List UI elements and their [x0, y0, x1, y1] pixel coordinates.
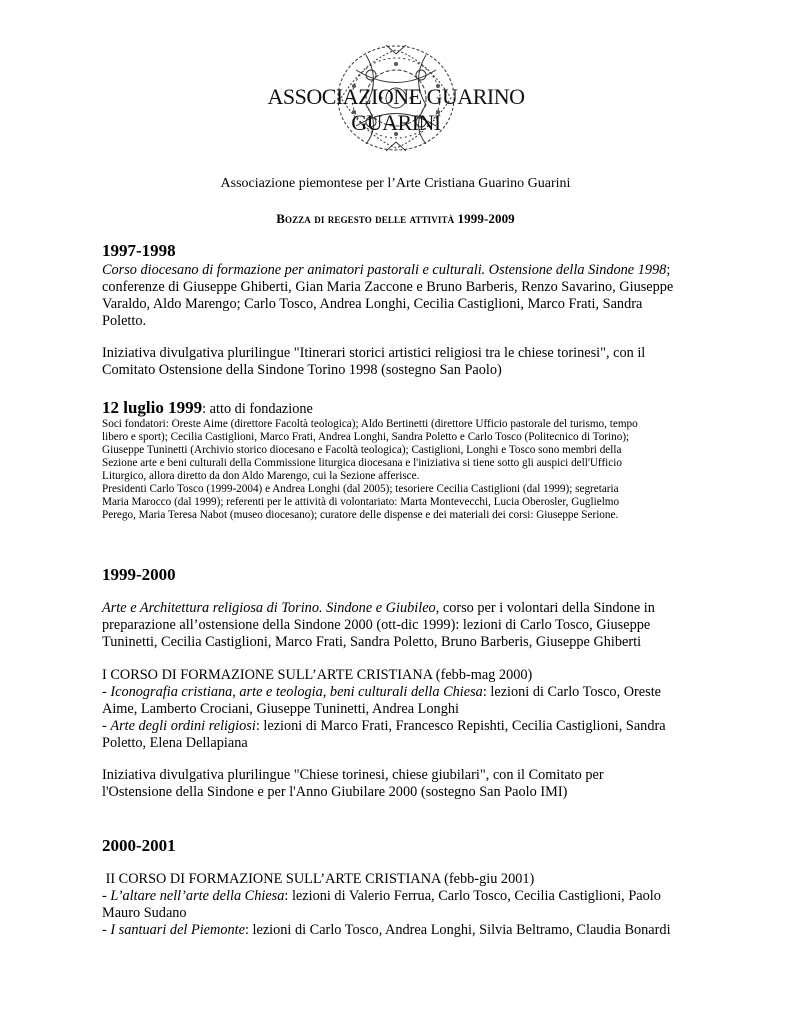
text-line: Varaldo, Aldo Marengo; Carlo Tosco, Andrea Longhi, Cecilia Castiglioni, Marco Frati, Sandra [102, 296, 643, 312]
text-line: Sezione arte e beni culturali della Commissione liturgica diocesana e l'iniziativa si tiene sotto gli auspici dell'Ufficio [102, 457, 622, 469]
text-line [102, 684, 698, 701]
paragraph [102, 345, 698, 379]
text-fragment: ; [666, 262, 671, 278]
text-line [102, 888, 698, 905]
foundation-label: : atto di fondazione [202, 401, 313, 417]
text-line: Mauro Sudano [102, 905, 187, 921]
text-line: libero e sport); Cecilia Castiglioni, Marco Frati, Andrea Longhi, Sandra Poletto e Carlo Tosco (Politecnico di Torino); [102, 431, 630, 443]
document-title: Bozza di regesto delle attività 1999-2009 [276, 211, 515, 226]
course-title-italic: I santuari del Piemonte [110, 922, 245, 938]
paragraph [102, 262, 698, 330]
text-line: Iniziativa divulgativa plurilingue "Chiese torinesi, chiese giubilari", con il Comitato per [102, 767, 604, 783]
text-line: Giuseppe Tuninetti (Archivio storico diocesano e Facoltà teologica); Castiglioni, Longhi e Tosco sono membri della [102, 444, 622, 456]
foundation-heading [102, 399, 313, 418]
paragraph [102, 600, 698, 651]
paragraph [102, 767, 698, 801]
course-title-italic: Arte degli ordini religiosi [110, 718, 256, 734]
foundation-details [102, 418, 698, 522]
paragraph [102, 871, 698, 939]
text-line [102, 262, 698, 279]
text-line: Poletto, Elena Dellapiana [102, 735, 248, 751]
text-line: II CORSO DI FORMAZIONE SULL’ARTE CRISTIANA (febb-giu 2001) [102, 871, 535, 887]
text-line: l'Ostensione della Sindone e per l'Anno Giubilare 2000 (sostegno San Paolo IMI) [102, 784, 568, 800]
dash: - [102, 922, 111, 938]
subtitle: Associazione piemontese per l’Arte Cristiana Guarino Guarini [220, 176, 571, 191]
text-line: Maria Marocco (dal 1999); referenti per le attività di volontariato: Marta Montevecchi, Lucia Oberosler, Guglielmo [102, 496, 620, 508]
text-line: Presidenti Carlo Tosco (1999-2004) e Andrea Longhi (dal 2005); tesoriere Cecilia Castiglioni (dal 1999); segretaria [102, 483, 619, 495]
text-line: preparazione all’ostensione della Sindone 2000 (ott-dic 1999): lezioni di Carlo Tosco, Giuseppe [102, 617, 651, 633]
text-line: Aime, Lamberto Crociani, Giuseppe Tuninetti, Andrea Longhi [102, 701, 459, 717]
course-title-italic: Arte e Architettura religiosa di Torino. Sindone e Giubileo [102, 600, 436, 616]
text-line: Poletto. [102, 313, 147, 329]
course-title-italic: Corso diocesano di formazione per animatori pastorali e culturali. Ostensione della Sindone 1998 [102, 262, 667, 278]
text-line: Iniziativa divulgativa plurilingue "Itinerari storici artistici religiosi tra le chiese torinesi", con il [102, 345, 646, 361]
section-year-heading: 1997-1998 [102, 241, 176, 260]
paragraph [102, 667, 698, 752]
text-line: conferenze di Giuseppe Ghiberti, Gian Maria Zaccone e Bruno Barberis, Renzo Savarino, Giuseppe [102, 279, 674, 295]
text-line: Perego, Maria Teresa Nabot (museo diocesano); curatore delle dispense e dei materiali dei corsi: Giuseppe Serione. [102, 509, 619, 521]
text-fragment: : lezioni di Carlo Tosco, Andrea Longhi, Silvia Beltramo, Claudia Bonardi [244, 922, 671, 938]
logo-text: ASSOCIAZIONE GUARINO GUARINI [267, 84, 525, 135]
association-logo [236, 40, 556, 156]
course-title-italic: L’altare nell’arte della Chiesa [110, 888, 285, 904]
text-line: Soci fondatori: Oreste Aime (direttore Facoltà teologica); Aldo Bertinetti (direttore Ufficio pastorale del turismo, tempo [102, 418, 638, 430]
text-line [102, 922, 698, 939]
text-line: Comitato Ostensione della Sindone Torino 1998 (sostegno San Paolo) [102, 362, 502, 378]
text-line [102, 600, 698, 617]
text-fragment: : lezioni di Valerio Ferrua, Carlo Tosco, Cecilia Castiglioni, Paolo [284, 888, 661, 904]
section-year-heading: 1999-2000 [102, 565, 176, 584]
text-line: Tuninetti, Cecilia Castiglioni, Marco Frati, Sandra Poletto, Bruno Barberis, Giuseppe Ghiberti [102, 634, 642, 650]
section-year-heading: 2000-2001 [102, 836, 176, 855]
dash: - [102, 684, 111, 700]
dash: - [102, 888, 111, 904]
text-fragment: : lezioni di Carlo Tosco, Oreste [482, 684, 662, 700]
course-title-italic: Iconografia cristiana, arte e teologia, beni culturali della Chiesa [110, 684, 483, 700]
text-line: Liturgico, allora diretto da don Aldo Marengo, cui la Sezione afferisce. [102, 470, 420, 482]
text-line [102, 718, 698, 735]
foundation-date: 12 luglio 1999 [102, 398, 203, 417]
text-line: I CORSO DI FORMAZIONE SULL’ARTE CRISTIANA (febb-mag 2000) [102, 667, 533, 683]
text-fragment: , corso per i volontari della Sindone in [435, 600, 655, 616]
dash: - [102, 718, 111, 734]
text-fragment: : lezioni di Marco Frati, Francesco Repishti, Cecilia Castiglioni, Sandra [255, 718, 666, 734]
